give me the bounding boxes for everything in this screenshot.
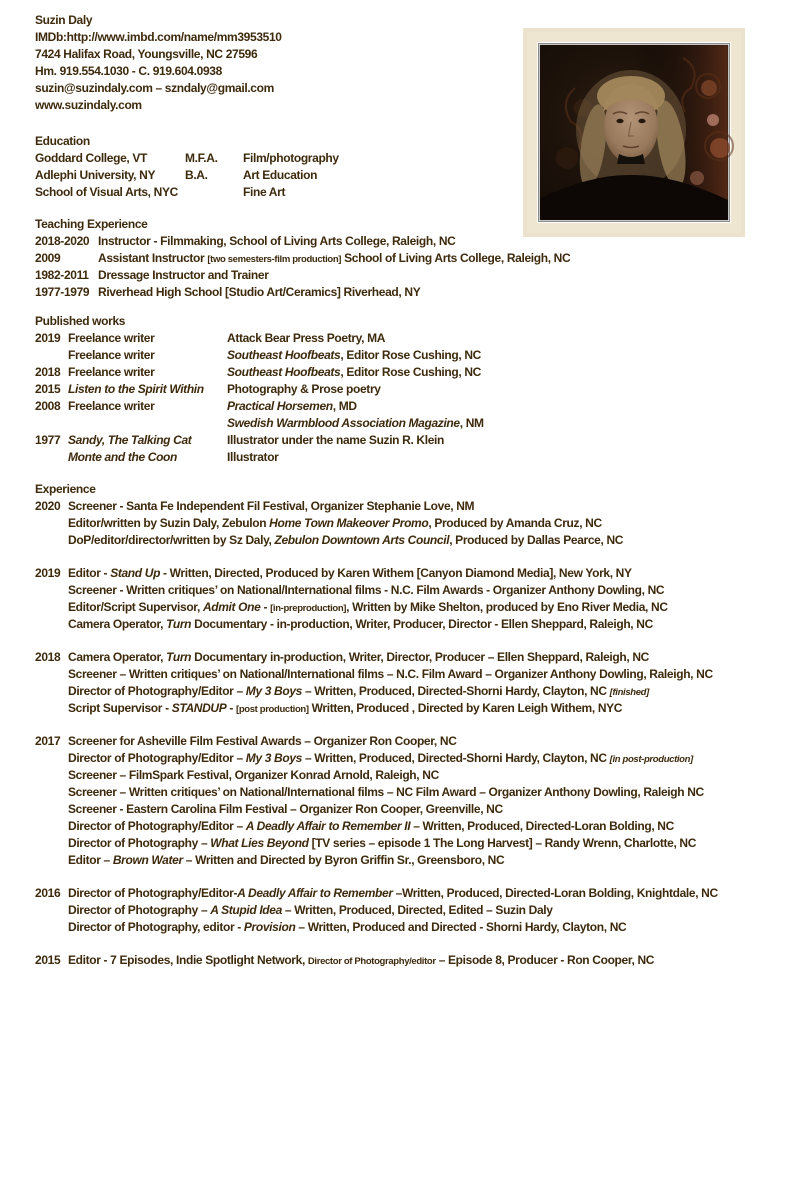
published-row (35, 432, 796, 449)
text-segment: Director of Photography/Editor – (68, 819, 246, 833)
education-heading: Education (35, 134, 90, 148)
work-detail (227, 399, 357, 413)
experience-row (35, 733, 796, 750)
work-detail (227, 433, 444, 447)
year (35, 919, 68, 936)
work-title (68, 330, 227, 347)
experience-description (68, 835, 696, 852)
text-segment: , Produced by Dallas Pearce, NC (449, 533, 624, 547)
experience-description (68, 919, 626, 936)
teaching-description (98, 268, 269, 282)
text-segment: Director of Photography, editor - (68, 920, 244, 934)
year: 1977 (35, 433, 61, 447)
work-detail (227, 348, 481, 362)
experience-row (35, 565, 796, 582)
text-segment: –Written, Produced, Directed-Loran Bolding, Knightdale, NC (392, 886, 718, 900)
text-segment: Southeast Hoofbeats (227, 365, 341, 379)
text-segment: Editor/Script Supervisor, (68, 600, 203, 614)
text-segment: Director of Photography – (68, 836, 211, 850)
year-range: 2009 (35, 251, 61, 265)
published-row (35, 330, 796, 347)
address-line: 7424 Halifax Road, Youngsville, NC 27596 (35, 47, 258, 61)
teaching-description (98, 234, 455, 248)
text-segment: [finished] (609, 687, 649, 698)
experience-row (35, 515, 796, 532)
year: 2015 (35, 382, 61, 396)
text-segment: Documentary - in-production, Writer, Producer, Director - Ellen Sheppard, Raleigh, NC (191, 617, 653, 631)
text-segment: [post production] (236, 704, 309, 715)
text-segment: A Deadly Affair to Remember (237, 886, 393, 900)
text-segment: , Editor Rose Cushing, NC (340, 348, 481, 362)
institution: Goddard College, VT (35, 151, 148, 165)
year: 2018 (35, 650, 61, 664)
work-title (68, 432, 227, 449)
year (35, 515, 68, 532)
person-name: Suzin Daly (35, 13, 93, 27)
year: 2016 (35, 886, 61, 900)
text-segment: Attack Bear Press Poetry, MA (227, 331, 386, 345)
text-segment: Monte and the Coon (68, 450, 178, 464)
experience-description (68, 750, 693, 767)
text-segment: Editor - (68, 566, 111, 580)
text-segment: Script Supervisor - (68, 701, 172, 715)
experience-description (68, 801, 503, 818)
text-segment: Screener – Written critiques’ on National/International films – NC Film Award – Organizer Anthony Dowling, Raleigh NC (68, 785, 704, 799)
experience-group (35, 952, 796, 969)
text-segment: Director of Photography/Editor – (68, 684, 246, 698)
published-row (35, 381, 796, 398)
experience-description (68, 616, 653, 633)
year (35, 532, 68, 549)
experience-row (35, 616, 796, 633)
text-segment: Practical Horsemen (227, 399, 333, 413)
text-segment: [two semesters-film production] (207, 254, 342, 265)
experience-description (68, 599, 668, 616)
teaching-description (98, 251, 570, 265)
published-heading: Published works (35, 314, 126, 328)
teaching-rows (35, 233, 796, 301)
text-segment: Screener – Written critiques’ on National/International films – N.C. Film Award – Organizer Anthony Dowling, Raleigh, NC (68, 667, 713, 681)
work-detail (227, 365, 481, 379)
work-title (68, 347, 227, 364)
text-segment: , Editor Rose Cushing, NC (340, 365, 481, 379)
published-row (35, 398, 796, 415)
text-segment: Editor - 7 Episodes, Indie Spotlight Network, (68, 953, 308, 967)
degree (185, 184, 243, 201)
year: 2019 (35, 566, 61, 580)
work-title (68, 398, 227, 415)
text-segment: Listen to the Spirit Within (68, 382, 204, 396)
year: 2015 (35, 953, 61, 967)
teaching-row (35, 250, 796, 267)
text-segment: Instructor - Filmmaking, School of Living Arts College, Raleigh, NC (98, 234, 456, 248)
text-segment: – Written, Produced, Directed, Edited – Suzin Daly (281, 903, 553, 917)
experience-description (68, 565, 632, 582)
text-segment: Freelance writer (68, 348, 155, 362)
text-segment: – Written, Produced, Directed-Shorni Hardy, Clayton, NC (302, 684, 610, 698)
text-segment: Illustrator (227, 450, 279, 464)
year (35, 616, 68, 633)
field-of-study: Fine Art (243, 185, 286, 199)
experience-row (35, 801, 796, 818)
text-segment: Freelance writer (68, 365, 155, 379)
experience-description (68, 582, 664, 599)
experience-group (35, 885, 796, 936)
text-segment: Southeast Hoofbeats (227, 348, 341, 362)
teaching-row (35, 284, 796, 301)
experience-row (35, 700, 796, 717)
text-segment: STANDUP (171, 701, 227, 715)
text-segment: Turn (166, 650, 192, 664)
experience-row (35, 902, 796, 919)
text-segment: Turn (166, 617, 192, 631)
experience-group (35, 733, 796, 869)
text-segment: – Written and Directed by Byron Griffin Sr., Greensboro, NC (182, 853, 505, 867)
text-segment: A Deadly Affair to Remember II (245, 819, 411, 833)
experience-group (35, 649, 796, 717)
published-row (35, 347, 796, 364)
year: 2020 (35, 499, 61, 513)
text-segment: Brown Water (112, 853, 183, 867)
year: 2008 (35, 399, 61, 413)
text-segment: A Stupid Idea (210, 903, 282, 917)
text-segment: Camera Operator, (68, 650, 167, 664)
year: 2019 (35, 331, 61, 345)
text-segment: Screener - Santa Fe Independent Fil Festival, Organizer Stephanie Love, NM (68, 499, 475, 513)
work-detail (227, 416, 484, 430)
year (35, 683, 68, 700)
experience-row (35, 784, 796, 801)
work-detail (227, 382, 381, 396)
imdb-line: IMDb:http://www.imbd.com/name/mm3953510 (35, 30, 282, 44)
experience-description (68, 885, 718, 902)
text-segment: Screener - Eastern Carolina Film Festival – Organizer Ron Cooper, Greenville, NC (68, 802, 503, 816)
experience-row (35, 835, 796, 852)
year: 2017 (35, 734, 61, 748)
text-segment: Director of Photography/editor (307, 956, 436, 967)
text-segment: – Episode 8, Producer - Ron Cooper, NC (435, 953, 655, 967)
year (35, 818, 68, 835)
published-row (35, 364, 796, 381)
institution: Adlephi University, NY (35, 168, 156, 182)
experience-description (68, 784, 704, 801)
experience-row (35, 885, 796, 902)
text-segment: Director of Photography – (68, 903, 211, 917)
published-row (35, 449, 796, 466)
text-segment: , Produced by Amanda Cruz, NC (428, 516, 602, 530)
experience-row (35, 952, 796, 969)
text-segment: – Written, Produced, Directed-Loran Bolding, NC (410, 819, 674, 833)
year (35, 750, 68, 767)
text-segment: Zebulon Downtown Arts Council (274, 533, 450, 547)
degree: M.F.A. (185, 151, 218, 165)
field-of-study: Art Education (243, 168, 318, 182)
text-segment: Director of Photography/Editor – (68, 751, 246, 765)
text-segment: [in post-production] (609, 754, 693, 765)
text-segment: Editor/written by Suzin Daly, Zebulon (68, 516, 270, 530)
year (35, 902, 68, 919)
text-segment: Screener for Asheville Film Festival Awards – Organizer Ron Cooper, NC (68, 734, 457, 748)
experience-row (35, 852, 796, 869)
text-segment: , Written by Mike Shelton, produced by Eno River Media, NC (346, 600, 668, 614)
text-segment: Editor – (68, 853, 113, 867)
year-range: 1977-1979 (35, 285, 90, 299)
year (35, 700, 68, 717)
text-segment: Sandy, The Talking Cat (68, 433, 192, 447)
published-rows (35, 330, 796, 466)
text-segment: Screener - Written critiques’ on National/International films - N.C. Film Awards - Organizer Anthony Dowling, NC (68, 583, 665, 597)
experience-row (35, 919, 796, 936)
year (35, 852, 68, 869)
text-segment: Swedish Warmblood Association Magazine (227, 416, 460, 430)
experience-group (35, 498, 796, 549)
published-section (35, 313, 796, 466)
text-segment: , MD (332, 399, 357, 413)
text-segment: - Written, Directed, Produced by Karen Withem [Canyon Diamond Media], New York, NY (160, 566, 632, 580)
work-title (68, 381, 227, 398)
experience-row (35, 532, 796, 549)
text-segment: What Lies Beyond (210, 836, 309, 850)
experience-row (35, 649, 796, 666)
text-segment: Photography & Prose poetry (227, 382, 381, 396)
experience-row (35, 767, 796, 784)
experience-row (35, 666, 796, 683)
year-range: 1982-2011 (35, 268, 89, 282)
text-segment: My 3 Boys (245, 751, 303, 765)
text-segment: Documentary in-production, Writer, Director, Producer – Ellen Sheppard, Raleigh, NC (191, 650, 649, 664)
work-detail (227, 450, 279, 464)
experience-row (35, 750, 796, 767)
text-segment: - (260, 600, 271, 614)
text-segment: Director of Photography/Editor- (68, 886, 238, 900)
text-segment: Freelance writer (68, 331, 155, 345)
experience-groups (35, 498, 796, 969)
experience-description (68, 818, 674, 835)
teaching-heading: Teaching Experience (35, 217, 148, 231)
text-segment: , NM (459, 416, 484, 430)
text-segment: – Written, Produced and Directed - Shorni Hardy, Clayton, NC (295, 920, 627, 934)
year (35, 599, 68, 616)
experience-description (68, 733, 457, 750)
website-line: www.suzindaly.com (35, 98, 142, 112)
teaching-row (35, 267, 796, 284)
email-line: suzin@suzindaly.com – szndaly@gmail.com (35, 81, 274, 95)
text-segment: Stand Up (110, 566, 161, 580)
phone-line: Hm. 919.554.1030 - C. 919.604.0938 (35, 64, 222, 78)
year (35, 784, 68, 801)
text-segment: School of Living Arts College, Raleigh, NC (341, 251, 571, 265)
experience-description (68, 952, 654, 969)
text-segment: Assistant Instructor (98, 251, 208, 265)
text-segment: - (226, 701, 236, 715)
year (35, 582, 68, 599)
experience-description (68, 498, 474, 515)
text-segment: – Written, Produced, Directed-Shorni Hardy, Clayton, NC (302, 751, 610, 765)
text-segment: Dressage Instructor and Trainer (98, 268, 269, 282)
text-segment: Admit One (202, 600, 261, 614)
year (35, 666, 68, 683)
institution: School of Visual Arts, NYC (35, 185, 178, 199)
work-title (68, 449, 227, 466)
year-range: 2018-2020 (35, 234, 90, 248)
text-segment: DoP/editor/director/written by Sz Daly, (68, 533, 275, 547)
year (35, 767, 68, 784)
experience-section (35, 481, 796, 969)
experience-group (35, 565, 796, 633)
text-segment: Illustrator under the name Suzin R. Klein (227, 433, 445, 447)
text-segment: Camera Operator, (68, 617, 167, 631)
text-segment: Freelance writer (68, 399, 155, 413)
experience-row (35, 498, 796, 515)
experience-row (35, 683, 796, 700)
published-row (35, 415, 796, 432)
experience-row (35, 599, 796, 616)
experience-description (68, 649, 649, 666)
experience-description (68, 700, 622, 717)
teaching-description (98, 285, 420, 299)
portrait-photo (523, 28, 745, 237)
experience-row (35, 582, 796, 599)
text-segment: [TV series – episode 1 The Long Harvest] – Randy Wrenn, Charlotte, NC (308, 836, 697, 850)
work-title (68, 364, 227, 381)
experience-description (68, 902, 553, 919)
text-segment: Screener – FilmSpark Festival, Organizer Konrad Arnold, Raleigh, NC (68, 768, 439, 782)
text-segment: [in-preproduction] (270, 603, 347, 614)
text-segment: Written, Produced , Directed by Karen Leigh Withem, NYC (308, 701, 623, 715)
experience-row (35, 818, 796, 835)
field-of-study: Film/photography (243, 151, 339, 165)
experience-description (68, 683, 649, 700)
text-segment: Provision (243, 920, 296, 934)
experience-description (68, 767, 439, 784)
degree: B.A. (185, 168, 208, 182)
experience-description (68, 515, 602, 532)
year: 2018 (35, 365, 61, 379)
experience-heading: Experience (35, 482, 96, 496)
year (35, 801, 68, 818)
text-segment: Riverhead High School [Studio Art/Ceramics] Riverhead, NY (98, 285, 421, 299)
text-segment: My 3 Boys (245, 684, 303, 698)
year (35, 835, 68, 852)
text-segment: Home Town Makeover Promo (269, 516, 429, 530)
experience-description (68, 666, 713, 683)
experience-description (68, 852, 504, 869)
experience-description (68, 532, 623, 549)
work-detail (227, 331, 385, 345)
